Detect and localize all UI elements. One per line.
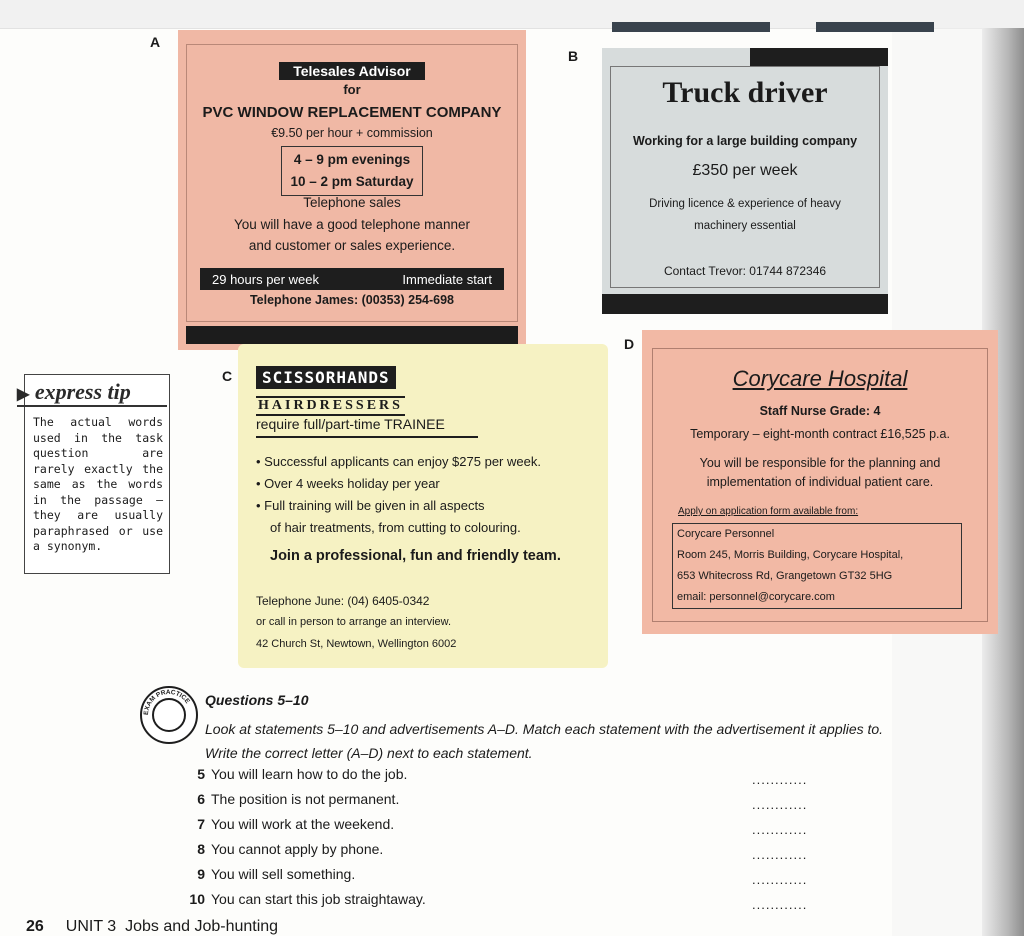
ad-c-bullet: • Full training will be given in all aspects	[256, 498, 485, 513]
question-number: 6	[197, 791, 205, 807]
ad-a-contact: Telephone James: (00353) 254-698	[249, 293, 455, 307]
ad-d-title	[642, 366, 998, 392]
cropped-photo-strip	[612, 22, 770, 32]
ad-a-desc-1: You will have a good telephone manner	[234, 217, 470, 232]
page-footer	[26, 918, 278, 936]
ad-d-grade: Staff Nurse Grade: 4	[759, 404, 881, 418]
ad-d-apply: Apply on application form available from:	[678, 506, 859, 517]
question-text: You cannot apply by phone.	[211, 841, 384, 857]
ad-c-bullet-continued: of hair treatments, from cutting to colouring.	[270, 520, 521, 535]
question-text: You will work at the weekend.	[211, 816, 395, 832]
question-number: 9	[197, 866, 205, 882]
question-item	[179, 791, 399, 815]
ad-a-role: Telephone sales	[303, 195, 401, 210]
ad-c-phone: Telephone June: (04) 6405-0342	[256, 594, 430, 608]
instruction-line-1: Look at statements 5–10 and advertisements A–D. Match each statement with the advertisement it applies to.	[205, 721, 884, 737]
question-text: The position is not permanent.	[211, 791, 400, 807]
express-tip-title-text: express tip	[34, 379, 131, 404]
ad-c-bullet-text: Successful applicants can enjoy $275 per week.	[264, 454, 541, 469]
question-item	[179, 766, 407, 790]
ad-c-subtitle: HAIRDRESSERS	[256, 396, 405, 416]
page-number: 26	[26, 918, 44, 935]
express-tip-box	[17, 374, 170, 574]
cropped-photo-strip	[816, 22, 934, 32]
ad-c	[238, 344, 608, 668]
ad-b-top-bar	[750, 48, 888, 66]
ad-d-contract: Temporary – eight-month contract £16,525 p.a.	[690, 427, 950, 441]
ad-d	[642, 330, 998, 634]
ad-a-bottom-bar	[186, 326, 518, 344]
ad-a-hours-week: 29 hours per week	[212, 271, 319, 287]
ad-a-letter: A	[150, 34, 161, 50]
ad-c-require: require full/part-time TRAINEE	[256, 416, 478, 438]
ad-b-contact: Contact Trevor: 01744 872346	[663, 264, 827, 278]
ad-d-letter: D	[624, 336, 635, 352]
express-tip-text: The actual words used in the task question are rarely exactly the same as the words in the passage – they are usually paraphrased or use a synonym.	[33, 415, 163, 553]
question-item	[179, 841, 383, 865]
answer-blank[interactable]: ............	[752, 822, 808, 837]
ad-a-desc-2: and customer or sales experience.	[248, 238, 456, 253]
question-text: You will sell something.	[211, 866, 356, 882]
ad-b-pay: £350 per week	[692, 162, 798, 179]
ad-c-call: or call in person to arrange an interview.	[256, 616, 452, 628]
ad-b-employer: Working for a large building company	[632, 134, 858, 148]
ad-c-logo: SCISSORHANDS	[256, 366, 396, 389]
ad-c-address: 42 Church St, Newtown, Wellington 6002	[256, 638, 457, 650]
ad-a-hours-box	[281, 146, 422, 196]
express-tip-underline	[17, 405, 167, 407]
question-item	[179, 891, 426, 915]
express-tip-title	[17, 379, 167, 405]
ad-b-title: Truck driver	[662, 76, 828, 109]
exam-practice-badge-icon	[140, 686, 198, 744]
ad-a-start: Immediate start	[402, 271, 492, 287]
question-number: 8	[197, 841, 205, 857]
ad-d-addr-1: Corycare Personnel	[677, 528, 775, 540]
question-number: 5	[197, 766, 205, 782]
question-text: You can start this job straightaway.	[211, 891, 426, 907]
ad-a-title-wrap	[178, 62, 526, 81]
questions-instructions	[205, 717, 1005, 765]
ad-c-bullet: • Over 4 weeks holiday per year	[256, 476, 440, 491]
ad-a-info-bar	[200, 268, 504, 290]
question-number: 7	[197, 816, 205, 832]
ad-a-hours-box-wrap	[178, 146, 526, 196]
ad-d-resp-1: You will be responsible for the planning and	[699, 456, 941, 470]
ad-c-bullet: • Successful applicants can enjoy $275 per week.	[256, 454, 541, 469]
ad-c-bullet-text: Over 4 weeks holiday per year	[264, 476, 440, 491]
ad-b	[602, 48, 888, 314]
svg-text:EXAM PRACTICE	[143, 689, 191, 715]
ad-d-address-box	[672, 523, 962, 609]
question-item	[179, 816, 394, 840]
ad-d-addr-3: 653 Whitecross Rd, Grangetown GT32 5HG	[677, 570, 893, 582]
instruction-line-2: Write the correct letter (A–D) next to each statement.	[205, 745, 533, 761]
ad-a-hours-2: 10 – 2 pm Saturday	[290, 174, 414, 189]
ad-b-req-1: Driving licence & experience of heavy	[649, 198, 841, 210]
ad-d-addr-2: Room 245, Morris Building, Corycare Hospital,	[677, 549, 904, 561]
ad-d-title-text: Corycare Hospital	[732, 366, 908, 391]
question-text: You will learn how to do the job.	[211, 766, 408, 782]
badge-ring-text	[142, 688, 196, 742]
badge-label: EXAM PRACTICE	[142, 688, 191, 716]
question-number: 10	[189, 891, 205, 907]
ad-a-for: for	[343, 82, 361, 97]
answer-blank[interactable]: ............	[752, 897, 808, 912]
ad-b-req-2: machinery essential	[694, 220, 796, 232]
ad-b-letter: B	[568, 48, 579, 64]
answer-blank[interactable]: ............	[752, 797, 808, 812]
ad-c-bullet-text: Full training will be given in all aspects	[264, 498, 485, 513]
ad-a-job-title: Telesales Advisor	[279, 62, 425, 80]
ad-c-letter: C	[222, 368, 233, 384]
ad-c-slogan: Join a professional, fun and friendly team.	[270, 548, 561, 564]
questions-heading: Questions 5–10	[205, 692, 309, 708]
answer-blank[interactable]: ............	[752, 772, 808, 787]
ad-a-pay: €9.50 per hour + commission	[271, 126, 433, 140]
unit-title: UNIT 3 Jobs and Job-hunting	[65, 918, 279, 935]
answer-blank[interactable]: ............	[752, 847, 808, 862]
question-item	[179, 866, 355, 890]
ad-d-resp-2: implementation of individual patient care.	[706, 475, 934, 489]
ad-d-email: email: personnel@corycare.com	[677, 591, 835, 603]
ad-a-hours-1: 4 – 9 pm evenings	[293, 152, 411, 167]
answer-blank[interactable]: ............	[752, 872, 808, 887]
ad-a	[178, 30, 526, 350]
ad-a-company: PVC WINDOW REPLACEMENT COMPANY	[202, 104, 502, 121]
tip-arrow-icon: ▶	[17, 386, 30, 403]
ad-b-bottom-bar	[602, 294, 888, 314]
